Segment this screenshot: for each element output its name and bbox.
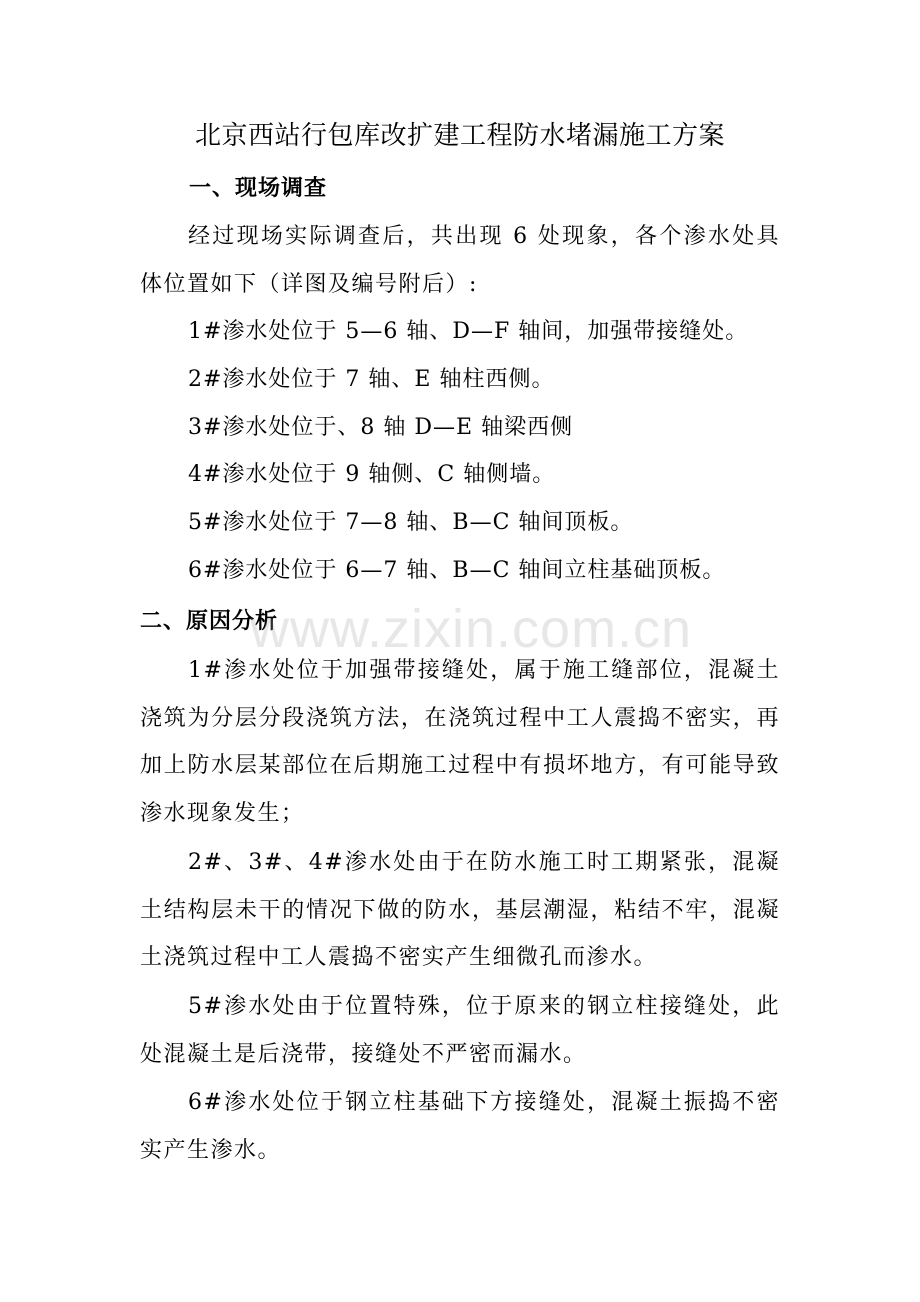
watermark: www.zixin.com.cn bbox=[250, 599, 693, 659]
leak-item-1: 1#渗水处位于 5—6 轴、D—F 轴间，加强带接缝处。 bbox=[188, 319, 749, 344]
analysis-paragraph-4: 6#渗水处位于钢立柱基础下方接缝处，混凝土振捣不密实产生渗水。 bbox=[140, 1090, 780, 1163]
analysis-paragraph-3: 5#渗水处由于位置特殊，位于原来的钢立柱接缝处，此处混凝土是后浇带，接缝处不严密而漏水。 bbox=[140, 994, 780, 1067]
document-title: 北京西站行包库改扩建工程防水堵漏施工方案 bbox=[194, 121, 725, 151]
leak-item-4: 4#渗水处位于 9 轴侧、C 轴侧墙。 bbox=[188, 462, 556, 487]
survey-intro-paragraph: 经过现场实际调查后，共出现 6 处现象，各个渗水处具体位置如下（详图及编号附后）: bbox=[140, 224, 780, 297]
leak-item-3: 3#渗水处位于、8 轴 D—E 轴梁西侧 bbox=[188, 415, 574, 440]
leak-item-2: 2#渗水处位于 7 轴、E 轴柱西侧。 bbox=[188, 367, 555, 392]
leak-item-6: 6#渗水处位于 6—7 轴、B—C 轴间立柱基础顶板。 bbox=[188, 558, 726, 583]
section-heading-cause-analysis: 二、原因分析 bbox=[140, 608, 279, 634]
analysis-paragraph-2: 2#、3#、4#渗水处由于在防水施工时工期紧张，混凝土结构层未干的情况下做的防水，基层潮湿，粘结不牢，混凝土浇筑过程中工人震捣不密实产生细微孔而渗水。 bbox=[140, 850, 780, 970]
section-heading-site-survey: 一、现场调查 bbox=[189, 175, 328, 201]
analysis-paragraph-1: 1#渗水处位于加强带接缝处，属于施工缝部位，混凝土浇筑为分层分段浇筑方法，在浇筑过程中工人震捣不密实，再加上防水层某部位在后期施工过程中有损坏地方，有可能导致渗水现象发生； bbox=[140, 658, 780, 826]
leak-item-5: 5#渗水处位于 7—8 轴、B—C 轴间顶板。 bbox=[188, 510, 634, 535]
